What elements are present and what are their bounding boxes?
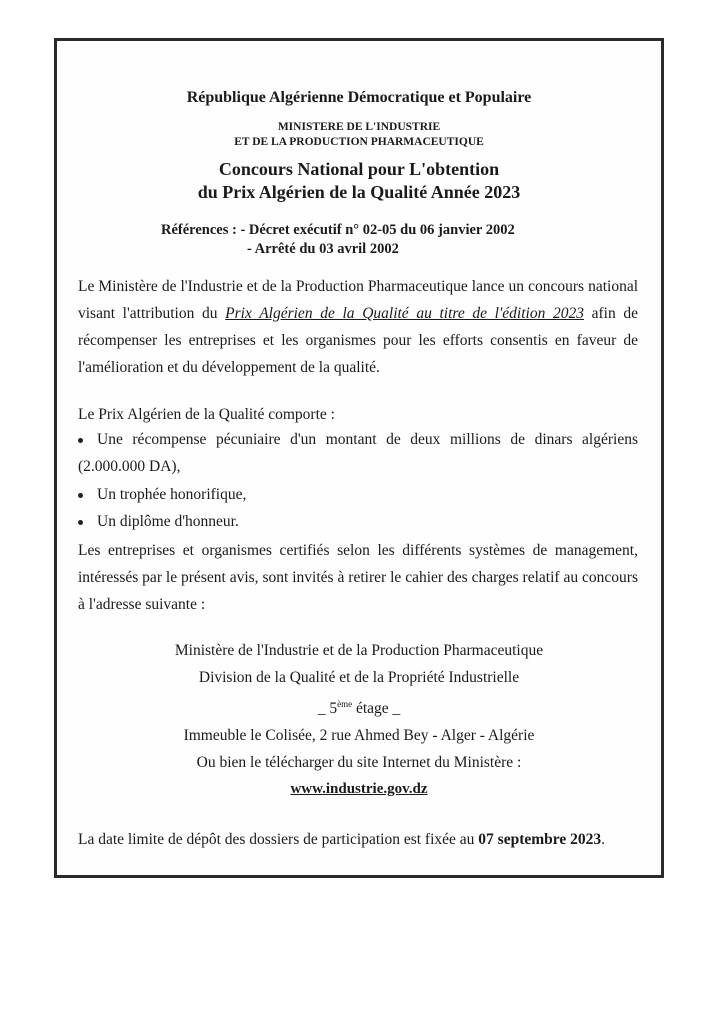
contest-title-line-2: du Prix Algérien de la Qualité Année 2023 xyxy=(197,182,521,202)
bullet-text: Une récompense pécuniaire d'un montant de deux millions de dinars algériens (2.000.000 DA), xyxy=(78,431,638,475)
bullet-icon xyxy=(78,520,83,525)
intro-text-before: Le Ministère de l'Industrie et de la Production Pharmaceutique lance un concours national visant l'attribution du xyxy=(78,278,638,322)
contest-title-line-1: Concours National pour L'obtention xyxy=(218,159,500,179)
reference-decree: Références : - Décret exécutif n° 02-05 du 06 janvier 2002 xyxy=(161,222,515,238)
ministry-line-1: MINISTERE DE L'INDUSTRIE xyxy=(277,121,441,133)
website-link[interactable]: www.industrie.gov.dz xyxy=(290,781,428,798)
bullet-text: Un diplôme d'honneur. xyxy=(97,513,239,530)
bullet-item-diploma xyxy=(78,508,638,535)
intro-paragraph xyxy=(78,273,638,381)
eligibility-paragraph: Les entreprises et organismes certifiés selon les différents systèmes de management, intéressés par le présent avis, sont invités à retirer le cahier des charges relatif au concours à l'adresse suivante : xyxy=(78,542,638,613)
deadline-end: . xyxy=(601,831,606,848)
address-ministry: Ministère de l'Industrie et de la Production Pharmaceutique xyxy=(174,642,544,659)
address-block xyxy=(57,637,661,803)
contest-title xyxy=(57,158,661,204)
ministry-name xyxy=(57,120,661,150)
republic-title: République Algérienne Démocratique et Populaire xyxy=(186,89,532,106)
bullet-icon xyxy=(78,438,83,443)
address-download-note: Ou bien le télécharger du site Internet du Ministère : xyxy=(196,754,522,772)
address-floor: _ 5ème étage _ xyxy=(317,699,401,718)
bullet-item-cash-reward xyxy=(78,426,638,480)
references xyxy=(161,221,515,259)
address-street: Immeuble le Colisée, 2 rue Ahmed Bey - Alger - Algérie xyxy=(183,727,535,745)
deadline-paragraph xyxy=(78,826,638,853)
intro-text-after: afin de récompenser les entreprises et les organismes pour les efforts consentis en faveur de l'amélioration et du développement de la qualité. xyxy=(78,305,638,376)
bullet-icon xyxy=(78,493,83,498)
ministry-line-2: ET DE LA PRODUCTION PHARMACEUTIQUE xyxy=(234,136,484,148)
floor-suffix: ème xyxy=(337,699,353,709)
prize-contents-heading: Le Prix Algérien de la Qualité comporte : xyxy=(78,406,335,423)
prize-edition-title: Prix Algérien de la Qualité au titre de l'édition 2023 xyxy=(225,305,584,322)
document-frame xyxy=(54,38,664,878)
deadline-text: La date limite de dépôt des dossiers de participation est fixée au xyxy=(78,831,479,848)
address-division: Division de la Qualité et de la Propriété Industrielle xyxy=(198,669,520,686)
bullet-item-trophy xyxy=(78,481,638,508)
deadline-date: 07 septembre 2023 xyxy=(478,831,602,848)
bullet-text: Un trophée honorifique, xyxy=(97,486,247,503)
floor-number: 5 xyxy=(329,700,338,718)
floor-word: étage xyxy=(355,700,389,718)
reference-order: - Arrêté du 03 avril 2002 xyxy=(247,241,399,257)
